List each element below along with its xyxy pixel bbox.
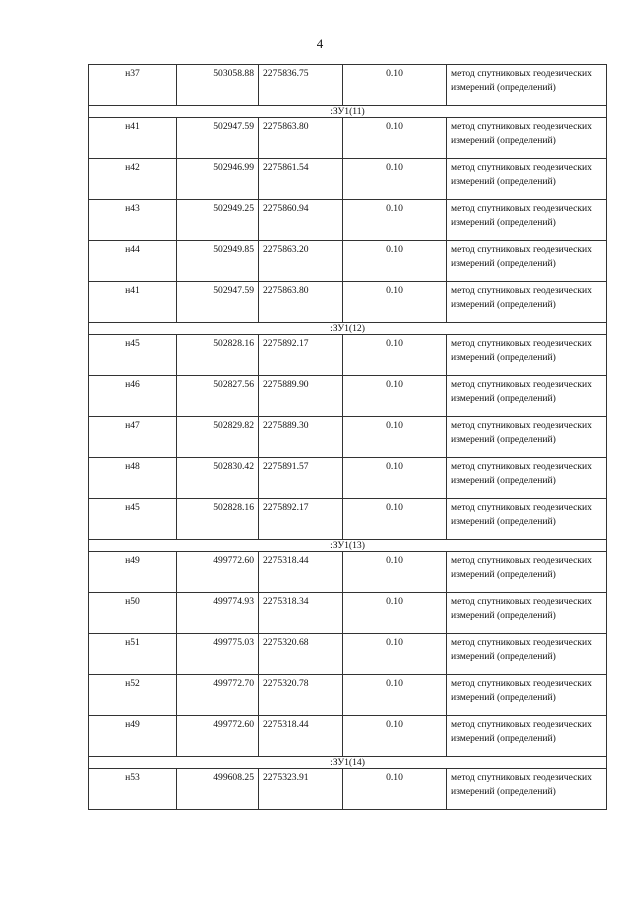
- coordinate-y: 2275318.44: [259, 716, 343, 757]
- coordinate-y: 2275860.94: [259, 200, 343, 241]
- coordinate-x: 502828.16: [177, 499, 259, 540]
- point-name: н49: [89, 552, 177, 593]
- coordinate-x: 502827.56: [177, 376, 259, 417]
- point-name: н51: [89, 634, 177, 675]
- point-name: н47: [89, 417, 177, 458]
- method-text: метод спутниковых геодезических измерений (определений): [447, 552, 607, 593]
- parcel-header-row: [89, 757, 607, 769]
- accuracy-value: 0.10: [343, 675, 447, 716]
- method-text: метод спутниковых геодезических измерений (определений): [447, 417, 607, 458]
- parcel-label: :ЗУ1(14): [89, 757, 607, 769]
- coordinate-y: 2275863.20: [259, 241, 343, 282]
- parcel-header-row: [89, 323, 607, 335]
- coordinate-x: 499608.25: [177, 769, 259, 810]
- coordinate-y: 2275892.17: [259, 335, 343, 376]
- method-text: метод спутниковых геодезических измерений (определений): [447, 499, 607, 540]
- table-row: [89, 458, 607, 499]
- coordinate-y: 2275863.80: [259, 118, 343, 159]
- coordinate-x: 503058.88: [177, 65, 259, 106]
- coordinate-y: 2275836.75: [259, 65, 343, 106]
- point-name: н45: [89, 335, 177, 376]
- coordinate-x: 499774.93: [177, 593, 259, 634]
- coordinate-x: 502830.42: [177, 458, 259, 499]
- table-row: [89, 118, 607, 159]
- method-text: метод спутниковых геодезических измерений (определений): [447, 593, 607, 634]
- coordinates-table: [88, 64, 607, 810]
- method-text: метод спутниковых геодезических измерений (определений): [447, 716, 607, 757]
- point-name: н42: [89, 159, 177, 200]
- accuracy-value: 0.10: [343, 417, 447, 458]
- table-row: [89, 376, 607, 417]
- table-row: [89, 159, 607, 200]
- point-name: н45: [89, 499, 177, 540]
- point-name: н37: [89, 65, 177, 106]
- point-name: н53: [89, 769, 177, 810]
- parcel-header-row: [89, 540, 607, 552]
- point-name: н50: [89, 593, 177, 634]
- page-number: 4: [316, 36, 324, 51]
- point-name: н44: [89, 241, 177, 282]
- coordinate-y: 2275323.91: [259, 769, 343, 810]
- accuracy-value: 0.10: [343, 458, 447, 499]
- point-name: н43: [89, 200, 177, 241]
- coordinate-y: 2275891.57: [259, 458, 343, 499]
- parcel-label: :ЗУ1(11): [89, 106, 607, 118]
- coordinate-x: 502829.82: [177, 417, 259, 458]
- accuracy-value: 0.10: [343, 593, 447, 634]
- coordinate-y: 2275861.54: [259, 159, 343, 200]
- coordinate-x: 499772.60: [177, 716, 259, 757]
- table-row: [89, 634, 607, 675]
- method-text: метод спутниковых геодезических измерений (определений): [447, 335, 607, 376]
- coordinate-y: 2275889.90: [259, 376, 343, 417]
- parcel-header-row: [89, 106, 607, 118]
- accuracy-value: 0.10: [343, 241, 447, 282]
- method-text: метод спутниковых геодезических измерений (определений): [447, 282, 607, 323]
- accuracy-value: 0.10: [343, 282, 447, 323]
- method-text: метод спутниковых геодезических измерений (определений): [447, 675, 607, 716]
- table-row: [89, 200, 607, 241]
- method-text: метод спутниковых геодезических измерений (определений): [447, 65, 607, 106]
- table-row: [89, 716, 607, 757]
- accuracy-value: 0.10: [343, 552, 447, 593]
- coordinate-y: 2275863.80: [259, 282, 343, 323]
- coordinate-y: 2275889.30: [259, 417, 343, 458]
- method-text: метод спутниковых геодезических измерений (определений): [447, 769, 607, 810]
- coordinate-y: 2275320.78: [259, 675, 343, 716]
- table-row: [89, 65, 607, 106]
- coordinate-x: 499772.70: [177, 675, 259, 716]
- coordinate-y: 2275892.17: [259, 499, 343, 540]
- method-text: метод спутниковых геодезических измерений (определений): [447, 634, 607, 675]
- table-row: [89, 241, 607, 282]
- coordinate-x: 502947.59: [177, 282, 259, 323]
- coordinate-x: 502828.16: [177, 335, 259, 376]
- accuracy-value: 0.10: [343, 159, 447, 200]
- coordinates-table-body: [89, 65, 607, 810]
- accuracy-value: 0.10: [343, 200, 447, 241]
- coordinate-x: 502949.85: [177, 241, 259, 282]
- accuracy-value: 0.10: [343, 716, 447, 757]
- table-row: [89, 499, 607, 540]
- accuracy-value: 0.10: [343, 65, 447, 106]
- method-text: метод спутниковых геодезических измерений (определений): [447, 159, 607, 200]
- point-name: н46: [89, 376, 177, 417]
- point-name: н41: [89, 282, 177, 323]
- method-text: метод спутниковых геодезических измерений (определений): [447, 241, 607, 282]
- point-name: н52: [89, 675, 177, 716]
- method-text: метод спутниковых геодезических измерений (определений): [447, 118, 607, 159]
- coordinate-y: 2275320.68: [259, 634, 343, 675]
- table-row: [89, 282, 607, 323]
- coordinate-x: 502949.25: [177, 200, 259, 241]
- point-name: н49: [89, 716, 177, 757]
- table-row: [89, 593, 607, 634]
- point-name: н48: [89, 458, 177, 499]
- accuracy-value: 0.10: [343, 376, 447, 417]
- accuracy-value: 0.10: [343, 118, 447, 159]
- parcel-label: :ЗУ1(13): [89, 540, 607, 552]
- coordinate-x: 499775.03: [177, 634, 259, 675]
- accuracy-value: 0.10: [343, 499, 447, 540]
- accuracy-value: 0.10: [343, 335, 447, 376]
- table-row: [89, 552, 607, 593]
- point-name: н41: [89, 118, 177, 159]
- coordinate-x: 499772.60: [177, 552, 259, 593]
- coordinate-y: 2275318.34: [259, 593, 343, 634]
- coordinate-x: 502946.99: [177, 159, 259, 200]
- method-text: метод спутниковых геодезических измерений (определений): [447, 458, 607, 499]
- coordinate-y: 2275318.44: [259, 552, 343, 593]
- method-text: метод спутниковых геодезических измерений (определений): [447, 376, 607, 417]
- accuracy-value: 0.10: [343, 634, 447, 675]
- method-text: метод спутниковых геодезических измерений (определений): [447, 200, 607, 241]
- table-row: [89, 675, 607, 716]
- accuracy-value: 0.10: [343, 769, 447, 810]
- table-row: [89, 769, 607, 810]
- coordinate-x: 502947.59: [177, 118, 259, 159]
- parcel-label: :ЗУ1(12): [89, 323, 607, 335]
- table-row: [89, 417, 607, 458]
- table-row: [89, 335, 607, 376]
